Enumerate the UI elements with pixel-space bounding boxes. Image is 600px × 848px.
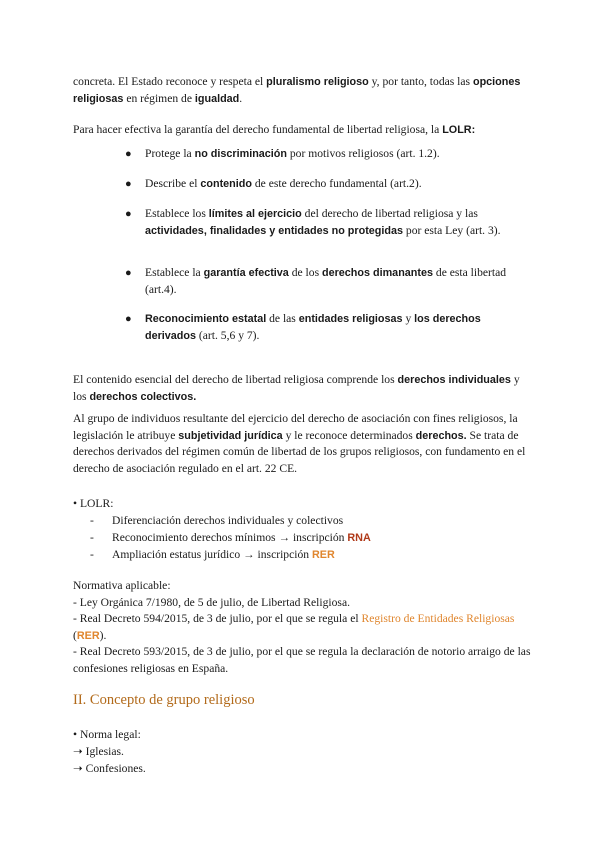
text: de las	[266, 312, 299, 325]
intro-paragraph	[73, 74, 535, 107]
bullet-icon: ●	[125, 208, 132, 220]
normativa-line: - Real Decreto 593/2015, de 3 de julio, por el que se regula la declaración de notorio arraigo de las confesiones religiosas en España.	[73, 645, 531, 675]
text: y	[402, 312, 415, 325]
dash-marker: -	[90, 548, 94, 561]
text: Protege la	[145, 147, 195, 160]
text: - Real Decreto 594/2015, de 3 de julio, por el que se regula el	[73, 612, 362, 625]
dash-marker: -	[90, 514, 94, 527]
bullet-item	[125, 206, 533, 239]
text: del derecho de libertad religiosa y las	[301, 207, 478, 220]
text: (	[73, 628, 77, 642]
norma-legal-item: ➝ Iglesias.	[73, 745, 124, 758]
text: Establece los	[145, 207, 209, 220]
text: Describe el	[145, 177, 201, 190]
text: y le reconoce determinados	[282, 428, 416, 442]
normativa-line	[73, 611, 535, 644]
text: por motivos religiosos (art. 1.2).	[286, 147, 440, 160]
text: de este derecho fundamental (art.2).	[251, 177, 422, 190]
text: Para hacer efectiva la garantía del derecho fundamental de libertad religiosa, la	[73, 123, 443, 136]
bold-text: igualdad	[194, 92, 240, 105]
lolr-list-heading: • LOLR:	[73, 497, 114, 510]
bold-text: no discriminación	[194, 148, 287, 160]
text: Establece la	[145, 266, 204, 279]
text: Diferenciación derechos individuales y colectivos	[112, 514, 344, 527]
bullet-item	[125, 265, 533, 298]
bullet-icon: ●	[125, 178, 132, 190]
bold-text: derechos dimanantes	[321, 267, 433, 279]
contenido-paragraph	[73, 372, 535, 405]
lolr-paragraph	[73, 122, 535, 139]
grupo-paragraph	[73, 411, 535, 477]
bold-text: límites al ejercicio	[208, 208, 302, 220]
text: por esta Ley (art. 3).	[403, 223, 501, 237]
text: Al grupo de individuos resultante del ejercicio del derecho de asociación con fines religiosos, la legislación le atribuye	[73, 412, 518, 442]
bold-text: derechos.	[415, 429, 467, 442]
rer-tag: RER	[311, 549, 335, 561]
bullet-item	[125, 311, 533, 344]
bold-text: derechos colectivos.	[89, 390, 197, 403]
bold-text: subjetividad jurídica	[178, 429, 283, 442]
text: Ampliación estatus jurídico → inscripción	[112, 548, 312, 561]
rer-tag: RER	[76, 629, 100, 642]
bold-text: opciones religiosas	[73, 76, 521, 105]
bold-text: contenido	[200, 178, 252, 190]
text: ).	[99, 628, 107, 642]
text: de esta libertad (art.4).	[145, 266, 507, 296]
bold-text: Reconocimiento estatal	[145, 313, 267, 325]
bold-text: garantía efectiva	[203, 267, 289, 279]
registro-link: Registro de Entidades Religiosas	[361, 612, 515, 625]
section-title: II. Concepto de grupo religioso	[73, 692, 255, 708]
text: concreta. El Estado reconoce y respeta el	[73, 75, 267, 88]
text: en régimen de	[123, 91, 195, 105]
text: (art. 5,6 y 7).	[196, 328, 260, 342]
text: Reconocimiento derechos mínimos → inscripción	[112, 531, 348, 544]
bold-text: LOLR:	[442, 124, 476, 136]
text: de los	[288, 266, 322, 279]
bullet-icon: ●	[125, 148, 132, 160]
bullet-icon: ●	[125, 267, 132, 279]
bold-text: derechos individuales	[397, 374, 511, 386]
text: y los	[73, 373, 520, 403]
norma-legal-item: ➝ Confesiones.	[73, 762, 146, 775]
normativa-line: - Ley Orgánica 7/1980, de 5 de julio, de Libertad Religiosa.	[73, 596, 350, 609]
text: .	[239, 91, 243, 105]
bold-text: pluralismo religioso	[266, 76, 369, 88]
norma-legal-heading: • Norma legal:	[73, 728, 141, 741]
bullet-item	[125, 146, 533, 163]
dash-marker: -	[90, 531, 94, 544]
text: Se trata de derechos derivados del régimen común de libertad de los grupos religiosos, con fundamento en el derecho de asociación regulado en el art. 22 CE.	[73, 428, 526, 475]
text: y, por tanto, todas las	[368, 75, 473, 88]
text: El contenido esencial del derecho de libertad religiosa comprende los	[73, 373, 398, 386]
bold-text: entidades religiosas	[298, 313, 403, 325]
bullet-icon: ●	[125, 313, 132, 325]
rna-tag: RNA	[347, 532, 371, 544]
bullet-item	[125, 176, 533, 193]
bold-text: actividades, finalidades y entidades no protegidas	[145, 224, 403, 237]
bold-text: los derechos derivados	[145, 313, 481, 342]
normativa-heading: Normativa aplicable:	[73, 579, 171, 592]
